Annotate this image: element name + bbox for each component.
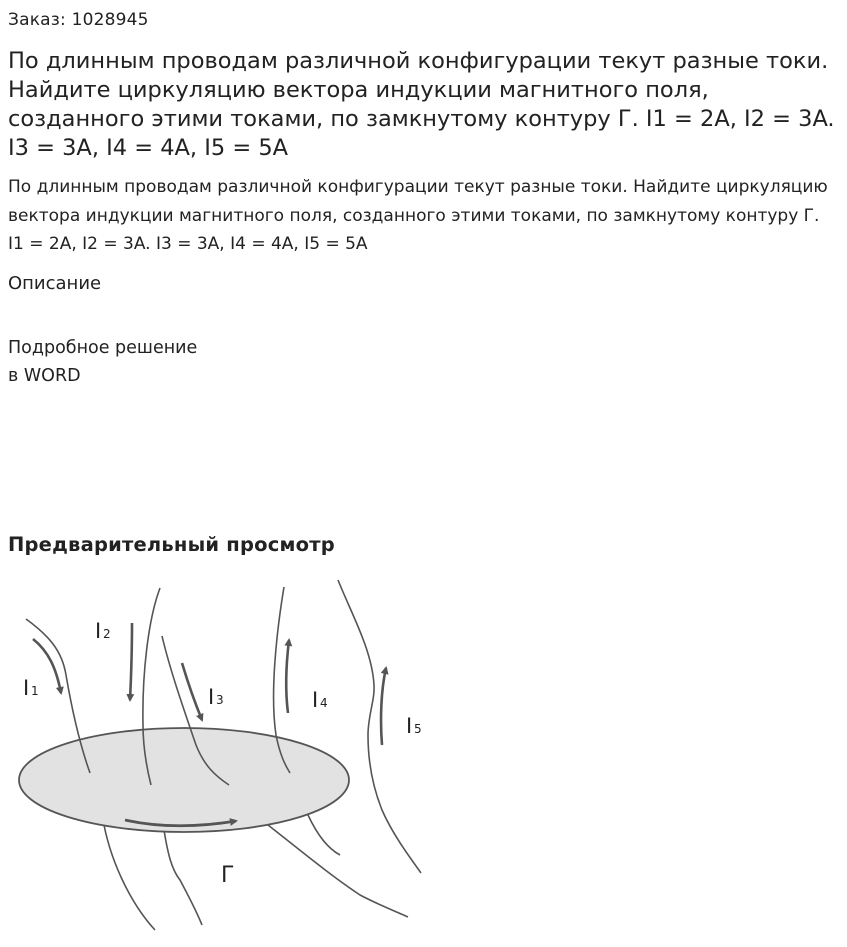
arrow-i2 [130,623,132,700]
preview-figure [0,575,440,940]
label-i4-sub: 4 [320,696,328,710]
arrow-i5 [381,668,386,745]
label-i5-sub: 5 [414,722,422,736]
wire-4-lower [268,825,408,917]
solution-note-line-1: Подробное решение [8,338,198,358]
wire-5-lower [308,815,340,855]
preview-heading: Предварительный просмотр [8,533,335,556]
contour-diagram [0,575,440,940]
order-number: Заказ: 1028945 [8,10,149,30]
label-i2: I [95,619,102,643]
description-heading: Описание [8,273,102,294]
solution-note-line-2: в WORD [8,366,81,386]
wire-3-lower [164,830,202,925]
problem-text: По длинным проводам различной конфигурации текут разные токи. Найдите циркуляцию вектора индукции магнитного поля, созданного этими токами, по замкнутому контуру Г. I1 = 2A, I2 = 3A. I3 = 3A, I4 = 4A, I5 = 5A [8,177,828,254]
label-i2-sub: 2 [103,627,111,641]
label-i3: I [208,685,215,709]
label-i4: I [312,688,319,712]
label-i5: I [406,714,413,738]
page-title: По длинным проводам различной конфигурации текут разные токи. Найдите циркуляцию вектора индукции магнитного поля, созданного этими токами, по замкнутому контуру Г. I1 = 2A, I2 = 3A. I3 = 3A, I4 = 4A, I5 = 5A [8,48,835,161]
label-i1-sub: 1 [31,684,39,698]
wire-1-lower [104,825,155,930]
arrow-i4 [286,640,289,713]
label-i1: I [23,676,30,700]
solution-note [8,334,197,390]
label-i3-sub: 3 [216,693,224,707]
contour-ellipse [19,728,349,832]
label-contour: Г [221,863,235,888]
